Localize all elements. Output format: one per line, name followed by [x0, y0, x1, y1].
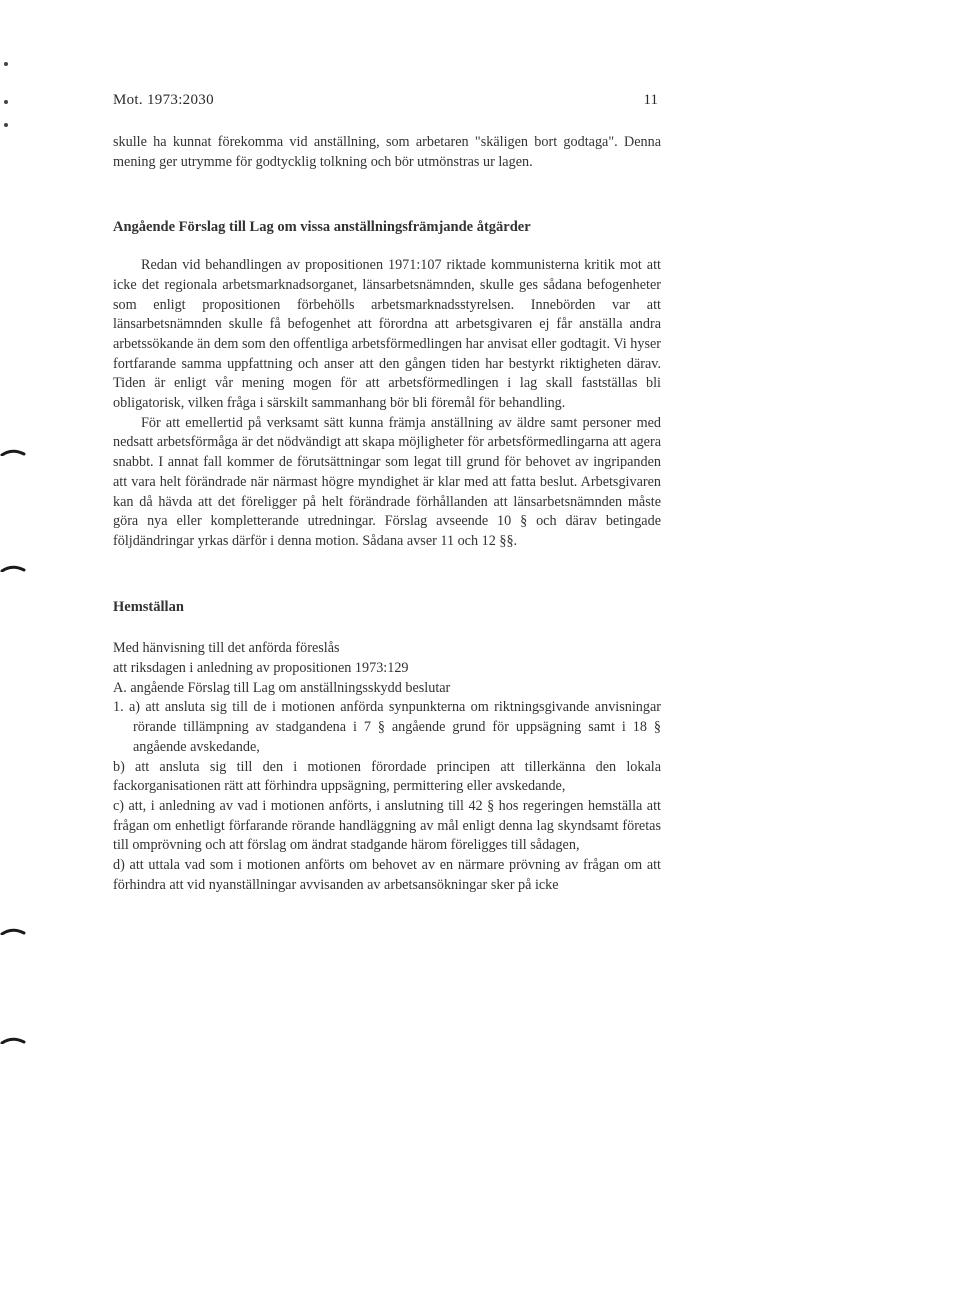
intro-paragraph: skulle ha kunnat förekomma vid anställning, som arbetaren "skäligen bort godtaga". Denna mening ger utrymme för godtycklig tolkning och bör utmönstras ur lagen.	[113, 134, 661, 170]
motion-reference: Mot. 1973:2030	[113, 92, 214, 108]
hemstallan-item: b) att ansluta sig till den i motionen förordade principen att tillerkänna den lokala fackorganisationen rätt att förhindra uppsägning, permittering eller avskedande,	[113, 758, 661, 795]
margin-dash-mark	[0, 1036, 26, 1044]
hemstallan-item: d) att uttala vad som i motionen anförts om behovet av en närmare prövning av frågan om att förhindra att vid nyanställningar avvisanden av arbetsansökningar sker på icke	[113, 857, 661, 893]
margin-dot-mark	[4, 100, 8, 104]
hemstallan-heading: Hemställan	[113, 598, 184, 615]
section-heading: Angående Förslag till Lag om vissa anställningsfrämjande åtgärder	[113, 219, 531, 236]
page-header	[113, 92, 658, 116]
hemstallan-item: 1. a) att ansluta sig till de i motionen anförda synpunkterna om riktningsgivande anvisningar rörande tillämpning av stadgandena i 7 § angående grund för uppsägning samt i 18 § angående avskedande,	[113, 699, 661, 755]
margin-dot-mark	[4, 123, 8, 127]
body-paragraph: Redan vid behandlingen av propositionen 1971:107 riktade kommunisterna kritik mot att icke det regionala arbetsmarknadsorganet, länsarbetsnämnden, skulle ges sådana befogenheter som enligt propositionen förbehölls arbetsmarknadsstyrelsen. Innebörden var att länsarbetsnämnden skulle få befogenhet att förordna att arbetsgivaren ej får anställa andra arbetssökande än dem som den offentliga arbetsförmedlingen har anvisat eller godtagit. Vi hyser fortfarande samma uppfattning och anser att den gången tiden har bestyrkt riktigheten därav. Tiden är enligt vår mening mogen för att arbetsförmedlingen i lag skall fastställas bli obligatorisk, vilken fråga i särskilt sammanhang bör bli föremål för behandling.	[113, 257, 661, 412]
hemstallan-item: c) att, i anledning av vad i motionen anförts, i anslutning till 42 § hos regeringen hemställa att frågan om enhetligt förfarande rörande handläggning av mål enligt denna lag skyndsamt företas till omprövning och att förslag om ändrat stadgande härom föreligges till sådagen,	[113, 797, 661, 854]
margin-dot-mark	[4, 62, 8, 66]
page-number: 11	[643, 92, 658, 108]
body-paragraph: För att emellertid på verksamt sätt kunna främja anställning av äldre samt personer med nedsatt arbetsförmåga är det nödvändigt att skapa möjligheter för arbetsförmedlingarna att agera snabbt. I annat fall kommer de förutsättningar som legat till grund för behovet av ingripanden att vara helt förändrade när närmast högre myndighet är klar med att fatta beslut. Arbetsgivaren kan då hävda att det föreligger på helt förändrade förhållanden att länsarbetsnämnden måste göra nya eller kompletterande utredningar. Förslag avseende 10 § och därav betingade följdändringar yrkas därför i denna motion. Sådana avser 11 och 12 §§.	[113, 414, 661, 549]
margin-dash-mark	[0, 564, 26, 572]
margin-dash-mark	[0, 448, 26, 456]
hemstallan-intro: Med hänvisning till det anförda föreslås	[113, 640, 340, 657]
hemstallan-line: A. angående Förslag till Lag om anställningsskydd beslutar	[113, 679, 451, 696]
margin-dash-mark	[0, 927, 26, 935]
document-body	[113, 133, 661, 896]
hemstallan-line: att riksdagen i anledning av propositionen 1973:129	[113, 660, 409, 677]
